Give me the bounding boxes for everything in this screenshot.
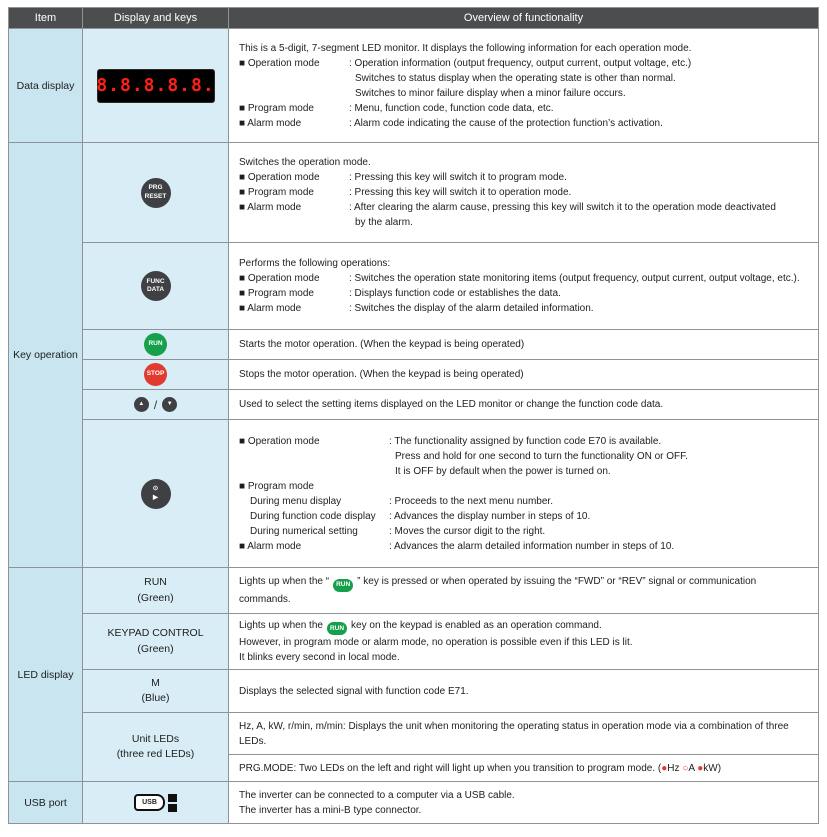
keys-cell-led-m [83,670,229,713]
led-color: (Green) [137,642,174,655]
up-down-keys-desc: Used to select the setting items displayed on the LED monitor or change the function code data. [239,399,664,410]
keys-cell-func-data [83,243,229,330]
overview-cell-unit-leds-1 [229,713,819,755]
overview-cell-run [229,330,819,360]
operation-mode-line [239,434,808,449]
text-segment: key on the keypad is enabled as an operation command. [351,620,602,631]
program-mode-heading-line: ■ Program mode [239,480,314,492]
mode-desc: : Switches the operation state monitoring items (output frequency, output current, output voltage, etc.). [349,273,800,284]
keys-cell-led-keypad [83,614,229,670]
row-data-display [9,29,819,143]
keys-cell-up-down [83,390,229,420]
down-arrow-glyph: ▼ [166,400,173,407]
intro-line: This is a 5-digit, 7-segment LED monitor. It displays the following information for each operation mode. [239,42,692,54]
alarm-mode-line [239,539,808,554]
keys-cell-stop [83,360,229,390]
led-run-label [86,575,225,605]
mode-desc-cont: by the alarm. [355,217,413,228]
mode-label: ■ Operation mode [239,273,320,284]
led-keypad-label [86,626,225,656]
operation-mode-cont-line [239,464,808,479]
overview-cell-stop [229,360,819,390]
sub-label: During menu display [250,495,342,507]
led-color: (three red LEDs) [116,748,195,761]
row-led-m [9,670,819,713]
menu-display-line [239,494,808,509]
run-key-inline-icon [327,622,347,635]
row-led-keypad-control [9,614,819,670]
row-func-data-key [9,243,819,330]
intro-line: Performs the following operations: [239,258,391,269]
sub-desc: : Proceeds to the next menu number. [389,495,553,507]
overview-cell-led-run [229,568,819,614]
prg-mode-desc [239,761,808,776]
row-shift-key [9,420,819,568]
led-dot-filled-icon: ● [661,762,668,774]
alarm-mode-line [239,301,808,316]
row-up-down-keys [9,390,819,420]
led-m-desc: Displays the selected signal with function code E71. [239,685,469,697]
row-unit-leds-1 [9,713,819,755]
led-keypad-desc-line2: However, in program mode or alarm mode, no operation is possible even if this LED is lit. [239,637,633,649]
operation-mode-cont-line [239,449,808,464]
run-key-desc: Starts the motor operation. (When the keypad is being operated) [239,339,525,350]
item-cell-led-display: LED display [9,568,83,782]
mode-label: ■ Alarm mode [239,117,302,129]
program-mode-line [239,286,808,301]
prg-key-label: PRG [148,184,163,192]
keys-cell-data-display [83,29,229,143]
usb-pin [168,794,177,802]
led-dot-filled-icon: ● [697,762,704,774]
unit-leds-label [86,732,225,762]
mode-desc: : Menu, function code, function code data, etc. [349,102,554,114]
spacer [239,86,349,101]
mode-desc-cont: It is OFF by default when the power is turned on. [395,465,611,477]
led-name: Unit LEDs [131,733,180,746]
alarm-mode-line [239,200,808,215]
data-key-label: DATA [146,286,165,293]
alarm-mode-line [239,116,808,131]
mode-desc: : Alarm code indicating the cause of the protection function’s activation. [349,117,663,129]
header-item: Item [9,8,83,29]
mode-desc: : Switches the display of the alarm detailed information. [349,303,594,314]
sub-desc: : Advances the display number in steps of 10. [389,510,591,522]
led-dot-open-icon: ○ [682,762,689,774]
run-key-label: RUN [148,340,163,348]
program-mode-line [239,185,808,200]
item-cell-usb-port: USB port [9,782,83,824]
header-overview: Overview of functionality [229,8,819,29]
close-paren: ) [717,762,722,774]
text-segment: Lights up when the “ [239,576,330,588]
mode-desc: : Operation information (output frequency, output current, output voltage, etc.) [349,57,692,69]
run-key-label: RUN [329,625,345,632]
row-led-run [9,568,819,614]
mode-label: ■ Alarm mode [239,540,302,552]
mode-desc: : Pressing this key will switch it to operation mode. [349,187,572,198]
operation-mode-line [239,271,808,286]
overview-cell-led-m [229,670,819,713]
slash-separator: / [153,397,158,412]
header-row [9,8,819,29]
run-key-icon [144,333,167,356]
stop-key-icon [144,363,167,386]
usb-logo-label: USB [142,799,157,807]
unit-hz: Hz [667,762,683,774]
intro-line: Switches the operation mode. [239,157,371,168]
unit-kw: kW [703,762,718,774]
down-key-icon [162,397,177,412]
alarm-mode-cont-line [239,215,808,230]
keys-cell-usb [83,782,229,824]
spacer [239,464,389,479]
usb-connector-pins [168,794,177,812]
led-color: (Green) [137,591,174,604]
overview-cell-usb [229,782,819,824]
program-mode-line [239,101,808,116]
keys-cell-led-run [83,568,229,614]
up-down-keys-group [86,397,225,412]
led-name: RUN [144,576,167,589]
mode-desc-cont: Switches to status display when the operating state is other than normal. [355,72,676,84]
item-cell-data-display: Data display [9,29,83,143]
overview-cell-func-data [229,243,819,330]
row-prg-reset-key [9,143,819,243]
keys-cell-prg-reset [83,143,229,243]
led-run-desc [239,574,808,606]
numerical-setting-line [239,524,808,539]
row-stop-key [9,360,819,390]
mode-desc-cont: Press and hold for one second to turn the functionality ON or OFF. [395,450,688,462]
mode-label: ■ Alarm mode [239,202,302,213]
reset-key-label: RESET [144,192,167,200]
func-data-key-icon [141,271,171,301]
mode-label: ■ Program mode [239,288,314,299]
overview-cell-up-down [229,390,819,420]
header-display-and-keys: Display and keys [83,8,229,29]
mode-label: ■ Alarm mode [239,303,302,314]
usb-connector-icon [86,794,225,812]
run-key-inline-icon [333,579,353,592]
prg-reset-key-icon [141,178,171,208]
mode-label: ■ Program mode [239,187,314,198]
usb-desc-line2: The inverter has a mini-B type connector. [239,804,422,816]
stop-key-desc: Stops the motor operation. (When the keypad is being operated) [239,369,524,380]
sub-label: During numerical setting [250,525,358,537]
led-m-label [86,676,225,706]
led-name: M [151,677,160,690]
operation-mode-cont-line [239,86,808,101]
text-segment: PRG.MODE: Two LEDs on the left and right will light up when you transition to program mode. ( [239,762,662,774]
unit-leds-desc: Hz, A, kW, r/min, m/min: Displays the unit when monitoring the operating status in operation mode via a combination of three LEDs. [239,720,789,747]
function-code-display-line [239,509,808,524]
overview-cell-led-keypad [229,614,819,670]
unit-a: A [688,762,698,774]
seven-segment-digits: 8.8.8.8.8. [96,75,215,96]
led-keypad-desc-line1 [239,618,808,635]
seven-segment-display-icon [97,69,215,103]
spacer [239,215,349,230]
overview-cell-prg-reset [229,143,819,243]
mode-label: ■ Program mode [239,102,314,114]
mode-desc: : Displays function code or establishes the data. [349,288,561,299]
mode-desc: : Advances the alarm detailed information number in steps of 10. [389,540,675,552]
mode-desc-cont: Switches to minor failure display when a minor failure occurs. [355,87,626,99]
sub-label: During function code display [250,510,376,522]
spacer [239,71,349,86]
shift-key-bottom-glyph: ▶ [153,493,158,501]
operation-mode-line [239,170,808,185]
overview-cell-shift [229,420,819,568]
mode-desc: : The functionality assigned by function code E70 is available. [389,435,662,447]
row-usb-port [9,782,819,824]
up-arrow-glyph: ▲ [138,400,145,407]
keys-cell-run [83,330,229,360]
func-key-label: FUNC [146,277,165,285]
keys-cell-shift [83,420,229,568]
keys-cell-unit-leds [83,713,229,782]
shift-key-top-glyph: ⊙ [152,485,159,493]
usb-pin [168,804,177,812]
shift-key-icon [141,479,171,509]
text-segment: Lights up when the [239,620,323,631]
run-key-label: RUN [336,581,351,589]
sub-desc: : Moves the cursor digit to the right. [389,525,546,537]
row-run-key [9,330,819,360]
operation-mode-line [239,56,808,71]
led-color: (Blue) [141,692,170,705]
led-keypad-desc-line3: It blinks every second in local mode. [239,652,400,664]
mode-label: ■ Operation mode [239,435,320,447]
usb-desc-line1: The inverter can be connected to a computer via a USB cable. [239,789,515,801]
operation-mode-cont-line [239,71,808,86]
text-segment: ” key is pressed or when operated by issuing the “FWD” or “REV” signal or communication commands. [239,576,757,605]
overview-cell-unit-leds-2 [229,755,819,782]
overview-cell-data-display [229,29,819,143]
mode-label: ■ Operation mode [239,57,320,69]
led-name: KEYPAD CONTROL [107,627,204,640]
mode-desc: : Pressing this key will switch it to program mode. [349,172,567,183]
up-key-icon [134,397,149,412]
stop-key-label: STOP [146,370,165,378]
mode-label: ■ Operation mode [239,172,320,183]
keypad-function-table [8,7,819,824]
usb-connector-body [134,794,165,811]
item-cell-key-operation: Key operation [9,143,83,568]
spacer [239,449,389,464]
mode-desc: : After clearing the alarm cause, pressing this key will switch it to the operation mode deactivated [349,202,776,213]
